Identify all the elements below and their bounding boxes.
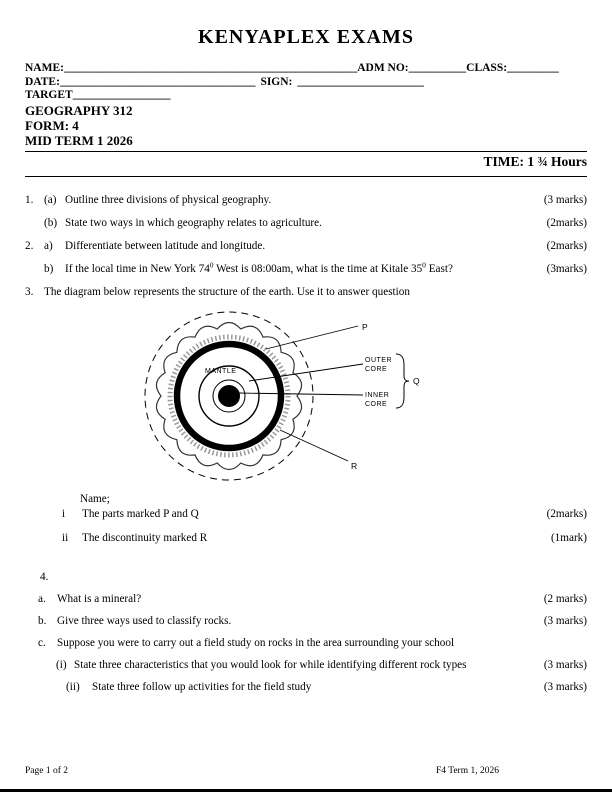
q4cii-text: State three follow up activities for the field study xyxy=(92,680,312,693)
form-line: FORM: 4 xyxy=(25,117,79,133)
q4-number: 4. xyxy=(40,570,49,583)
q3i-marks: (2marks) xyxy=(546,507,587,520)
q2a-marks: (2marks) xyxy=(546,239,587,252)
question-1b xyxy=(25,217,587,230)
divider-bottom xyxy=(25,176,587,177)
outer-core-label-line1: OUTER xyxy=(365,356,392,364)
q2b-degree-2: 0 xyxy=(422,259,426,269)
q1-number: 1. xyxy=(25,193,34,206)
inner-core-circle xyxy=(218,385,240,407)
q1a-text: Outline three divisions of physical geography. xyxy=(65,193,272,206)
q4a-text: What is a mineral? xyxy=(57,592,142,605)
q4cii-marks: (3 marks) xyxy=(543,680,587,693)
q3ii-text: The discontinuity marked R xyxy=(82,531,208,544)
q4b-label: b. xyxy=(38,614,47,627)
q4b-text: Give three ways used to classify rocks. xyxy=(57,614,232,627)
q1b-label: (b) xyxy=(44,216,58,229)
q2b-marks: (3marks) xyxy=(546,262,587,275)
date-row xyxy=(25,76,587,90)
question-4a xyxy=(25,593,587,606)
r-leader-line xyxy=(280,430,348,461)
q4ci-label: (i) xyxy=(56,658,67,671)
earth-structure-diagram xyxy=(104,309,587,491)
sign-label: SIGN: xyxy=(260,75,293,88)
inner-core-label-line2: CORE xyxy=(365,400,388,408)
q4a-label: a. xyxy=(38,592,46,605)
q3-number: 3. xyxy=(25,285,34,298)
question-3i xyxy=(25,508,587,521)
earth-diagram-svg xyxy=(104,309,434,487)
r-label: R xyxy=(351,460,358,471)
question-4c-i xyxy=(25,659,587,672)
q4c-label: c. xyxy=(38,636,46,649)
q4ci-text: State three characteristics that you would look for while identifying different rock types xyxy=(74,658,467,671)
q2b-label: b) xyxy=(44,262,54,275)
q2b-text-part2: West is 08:00am, what is the time at Kitale 35 xyxy=(213,262,423,275)
class-label: CLASS: xyxy=(466,62,508,74)
inner-core-label-line1: INNER xyxy=(365,391,390,399)
term-line: MID TERM 1 2026 xyxy=(25,132,133,148)
adm-no-label: ADM NO: xyxy=(357,62,409,74)
q1b-text: State two ways in which geography relates to agriculture. xyxy=(65,216,322,229)
time-allowed: TIME: 1 ¾ Hours xyxy=(483,153,587,169)
question-4c-ii xyxy=(25,681,587,694)
question-2a xyxy=(25,240,587,253)
q4c-text: Suppose you were to carry out a field study on rocks in the area surrounding your school xyxy=(57,636,455,649)
q3-name-label: Name; xyxy=(80,492,110,505)
footer-term: F4 Term 1, 2026 xyxy=(435,766,499,776)
class-blank: _________ xyxy=(507,62,559,74)
adm-no-blank: __________ xyxy=(408,62,467,74)
target-label: TARGET xyxy=(25,89,73,101)
q2-number: 2. xyxy=(25,239,34,252)
subject-line: GEOGRAPHY 312 xyxy=(25,102,133,118)
outer-core-label-line2: CORE xyxy=(365,365,388,373)
q4a-marks: (2 marks) xyxy=(543,592,587,605)
target-blank: _________________ xyxy=(72,89,171,101)
question-4-number xyxy=(25,571,587,584)
q4ci-marks: (3 marks) xyxy=(543,658,587,671)
question-4b xyxy=(25,615,587,628)
q2a-text: Differentiate between latitude and longitude. xyxy=(65,239,266,252)
q3ii-marks: (1mark) xyxy=(550,531,587,544)
name-label: NAME: xyxy=(25,62,64,74)
sign-blank: ______________________ xyxy=(297,75,424,88)
page-footer xyxy=(25,766,587,776)
name-blank: ___________________________________________________ xyxy=(63,62,358,74)
mantle-label: MANTLE xyxy=(205,367,237,375)
q2b-text xyxy=(65,259,525,276)
q-brace xyxy=(396,354,409,408)
questions xyxy=(25,194,587,694)
exam-title: KENYAPLEX EXAMS xyxy=(198,26,414,48)
question-3ii xyxy=(25,532,587,545)
q4b-marks: (3 marks) xyxy=(543,614,587,627)
date-label: DATE: xyxy=(25,75,60,88)
q3i-label: i xyxy=(62,507,66,520)
target-row xyxy=(25,89,587,103)
name-row xyxy=(25,62,587,76)
q1a-label: (a) xyxy=(44,193,57,206)
q3-name-heading xyxy=(25,493,587,506)
question-3-intro xyxy=(25,286,587,299)
q2b-text-part1: If the local time in New York 74 xyxy=(65,262,210,275)
q-label: Q xyxy=(413,375,420,386)
q2b-degree-1: 0 xyxy=(209,259,214,269)
page-number: Page 1 of 2 xyxy=(25,766,69,776)
q3i-text: The parts marked P and Q xyxy=(82,507,199,520)
q1b-marks: (2marks) xyxy=(546,216,587,229)
question-4c xyxy=(25,637,587,650)
q1a-marks: (3 marks) xyxy=(543,193,587,206)
p-label: P xyxy=(362,321,368,332)
q3ii-label: ii xyxy=(62,531,69,544)
question-1a xyxy=(25,194,587,207)
q4cii-label: (ii) xyxy=(66,680,80,693)
question-2b xyxy=(25,259,587,276)
q2a-label: a) xyxy=(44,239,53,252)
q2b-text-part3: East? xyxy=(425,262,453,275)
date-blank: __________________________________ xyxy=(59,75,256,88)
q3-intro-text: The diagram below represents the structure of the earth. Use it to answer question xyxy=(44,285,410,298)
